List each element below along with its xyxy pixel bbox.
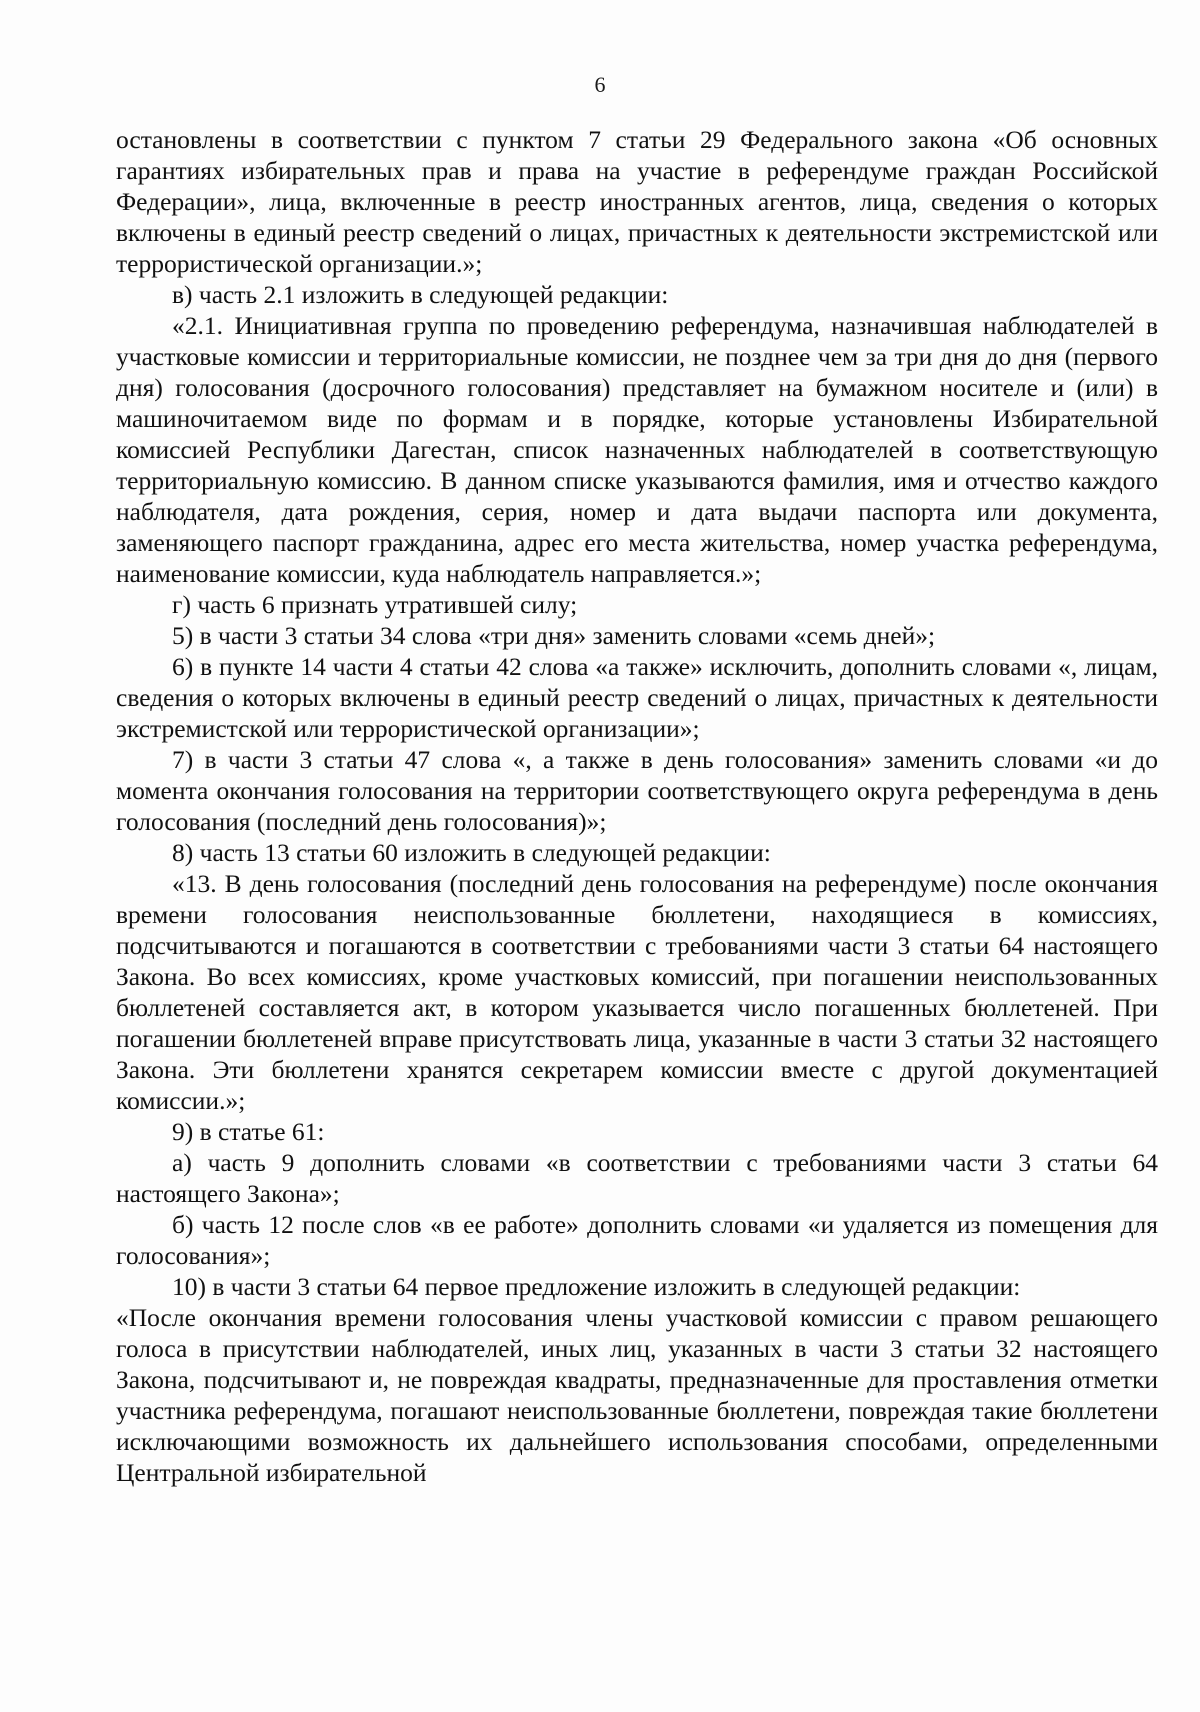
paragraph: а) часть 9 дополнить словами «в соответствии с требованиями части 3 статьи 64 настоящего Закона»; <box>116 1148 1158 1208</box>
paragraph: остановлены в соответствии с пунктом 7 статьи 29 Федерального закона «Об основных гарантиях избирательных прав и права на участие в референдуме граждан Российской Федерации», лица, включенные в реестр иностранных агентов, лица, сведения о которых включены в единый реестр сведений о лицах, причастных к деятельности экстремистской или террористической организации.»; <box>116 125 1158 278</box>
paragraph: б) часть 12 после слов «в ее работе» дополнить словами «и удаляется из помещения для голосования»; <box>116 1210 1158 1270</box>
paragraph: «13. В день голосования (последний день голосования на референдуме) после окончания времени голосования неиспользованные бюллетени, находящиеся в комиссиях, подсчитываются и погашаются в соответствии с требованиями части 3 статьи 64 настоящего Закона. Во всех комиссиях, кроме участковых комиссий, при погашении неиспользованных бюллетеней составляется акт, в котором указывается число погашенных бюллетеней. При погашении бюллетеней вправе присутствовать лица, указанные в части 3 статьи 32 настоящего Закона. Эти бюллетени хранятся секретарем комиссии вместе с другой документацией комиссии.»; <box>116 869 1158 1115</box>
document-body <box>116 124 1158 1488</box>
paragraph: 6) в пункте 14 части 4 статьи 42 слова «а также» исключить, дополнить словами «, лицам, сведения о которых включены в единый реестр сведений о лицах, причастных к деятельности экстремистской или террористической организации»; <box>116 652 1158 743</box>
paragraph: «После окончания времени голосования члены участковой комиссии с правом решающего голоса в присутствии наблюдателей, иных лиц, указанных в части 3 статьи 32 настоящего Закона, подсчитывают и, не повреждая квадраты, предназначенные для проставления отметки участника референдума, погашают неиспользованные бюллетени, повреждая такие бюллетени исключающими возможность их дальнейшего использования способами, определенными Центральной избирательной <box>116 1303 1158 1487</box>
paragraph: 10) в части 3 статьи 64 первое предложение изложить в следующей редакции: <box>172 1272 1021 1301</box>
paragraph: в) часть 2.1 изложить в следующей редакции: <box>172 280 669 309</box>
page-number: 6 <box>594 72 606 97</box>
paragraph: 8) часть 13 статьи 60 изложить в следующей редакции: <box>172 838 771 867</box>
paragraph: 7) в части 3 статьи 47 слова «, а также в день голосования» заменить словами «и до момента окончания голосования на территории соответствующего округа референдума в день голосования (последний день голосования)»; <box>116 745 1158 836</box>
paragraph: г) часть 6 признать утратившей силу; <box>172 590 578 619</box>
paragraph: 5) в части 3 статьи 34 слова «три дня» заменить словами «семь дней»; <box>172 621 936 650</box>
paragraph: 9) в статье 61: <box>172 1117 325 1146</box>
paragraph: «2.1. Инициативная группа по проведению референдума, назначившая наблюдателей в участковые комиссии и территориальные комиссии, не позднее чем за три дня до дня (первого дня) голосования (досрочного голосования) представляет на бумажном носителе и (или) в машиночитаемом виде по формам и в порядке, которые установлены Избирательной комиссией Республики Дагестан, список назначенных наблюдателей в соответствующую территориальную комиссию. В данном списке указываются фамилия, имя и отчество каждого наблюдателя, дата рождения, серия, номер и дата выдачи паспорта или документа, заменяющего паспорт гражданина, адрес его места жительства, номер участка референдума, наименование комиссии, куда наблюдатель направляется.»; <box>116 311 1158 588</box>
